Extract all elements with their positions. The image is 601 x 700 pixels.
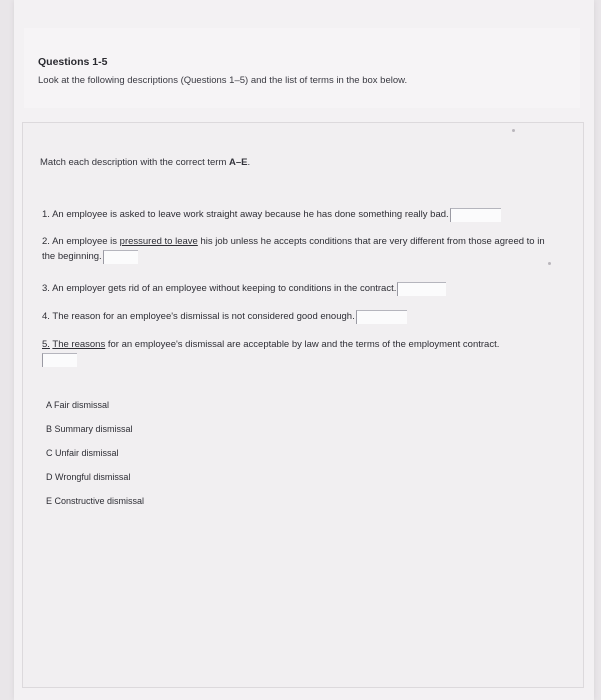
question-number: 3. <box>42 283 50 294</box>
section-title: Questions 1-5 <box>38 56 108 68</box>
question-number: 5. <box>42 339 50 350</box>
instruction-main: Match each description with the correct term <box>40 157 230 168</box>
option-a: A Fair dismissal <box>46 400 110 410</box>
option-b: B Summary dismissal <box>46 424 133 434</box>
option-c: C Unfair dismissal <box>46 448 119 458</box>
options-list <box>46 398 144 518</box>
question-3 <box>42 281 552 296</box>
question-number: 2. <box>42 236 50 247</box>
question-text: An employee is asked to leave work straight away because he has done something really bad. <box>52 209 449 220</box>
question-text-underlined: The reasons <box>52 339 106 350</box>
instruction-range: A–E <box>229 157 248 168</box>
question-5 <box>42 337 552 367</box>
instruction-text <box>40 157 250 168</box>
question-1 <box>42 207 552 222</box>
option-e: E Constructive dismissal <box>46 496 145 506</box>
question-2 <box>42 234 552 264</box>
question-number: 4. <box>42 311 50 322</box>
section-intro: Look at the following descriptions (Questions 1–5) and the list of terms in the box below. <box>38 75 408 86</box>
instruction-suffix: . <box>247 157 251 168</box>
question-text-part: his job unless he accepts conditions that are very different from those agreed to in the beginning. <box>42 236 545 262</box>
question-text: The reason for an employee's dismissal is not considered good enough. <box>52 311 355 322</box>
decorative-speck <box>548 262 551 265</box>
answer-field-2[interactable] <box>103 250 138 264</box>
question-text-part: for an employee's dismissal are acceptable by law and the terms of the employment contract. <box>105 339 500 350</box>
option-d: D Wrongful dismissal <box>46 472 131 482</box>
question-text-underlined: pressured to leave <box>119 236 198 247</box>
decorative-speck <box>512 129 515 132</box>
question-number: 1. <box>42 209 50 220</box>
question-text: An employer gets rid of an employee without keeping to conditions in the contract. <box>52 283 397 294</box>
question-text-part: An employee is <box>52 236 120 247</box>
question-4 <box>42 309 552 324</box>
answer-field-4[interactable] <box>356 310 407 324</box>
answer-field-1[interactable] <box>450 208 501 222</box>
answer-field-5[interactable] <box>42 353 77 367</box>
answer-field-3[interactable] <box>397 282 446 296</box>
header-card <box>24 28 580 108</box>
